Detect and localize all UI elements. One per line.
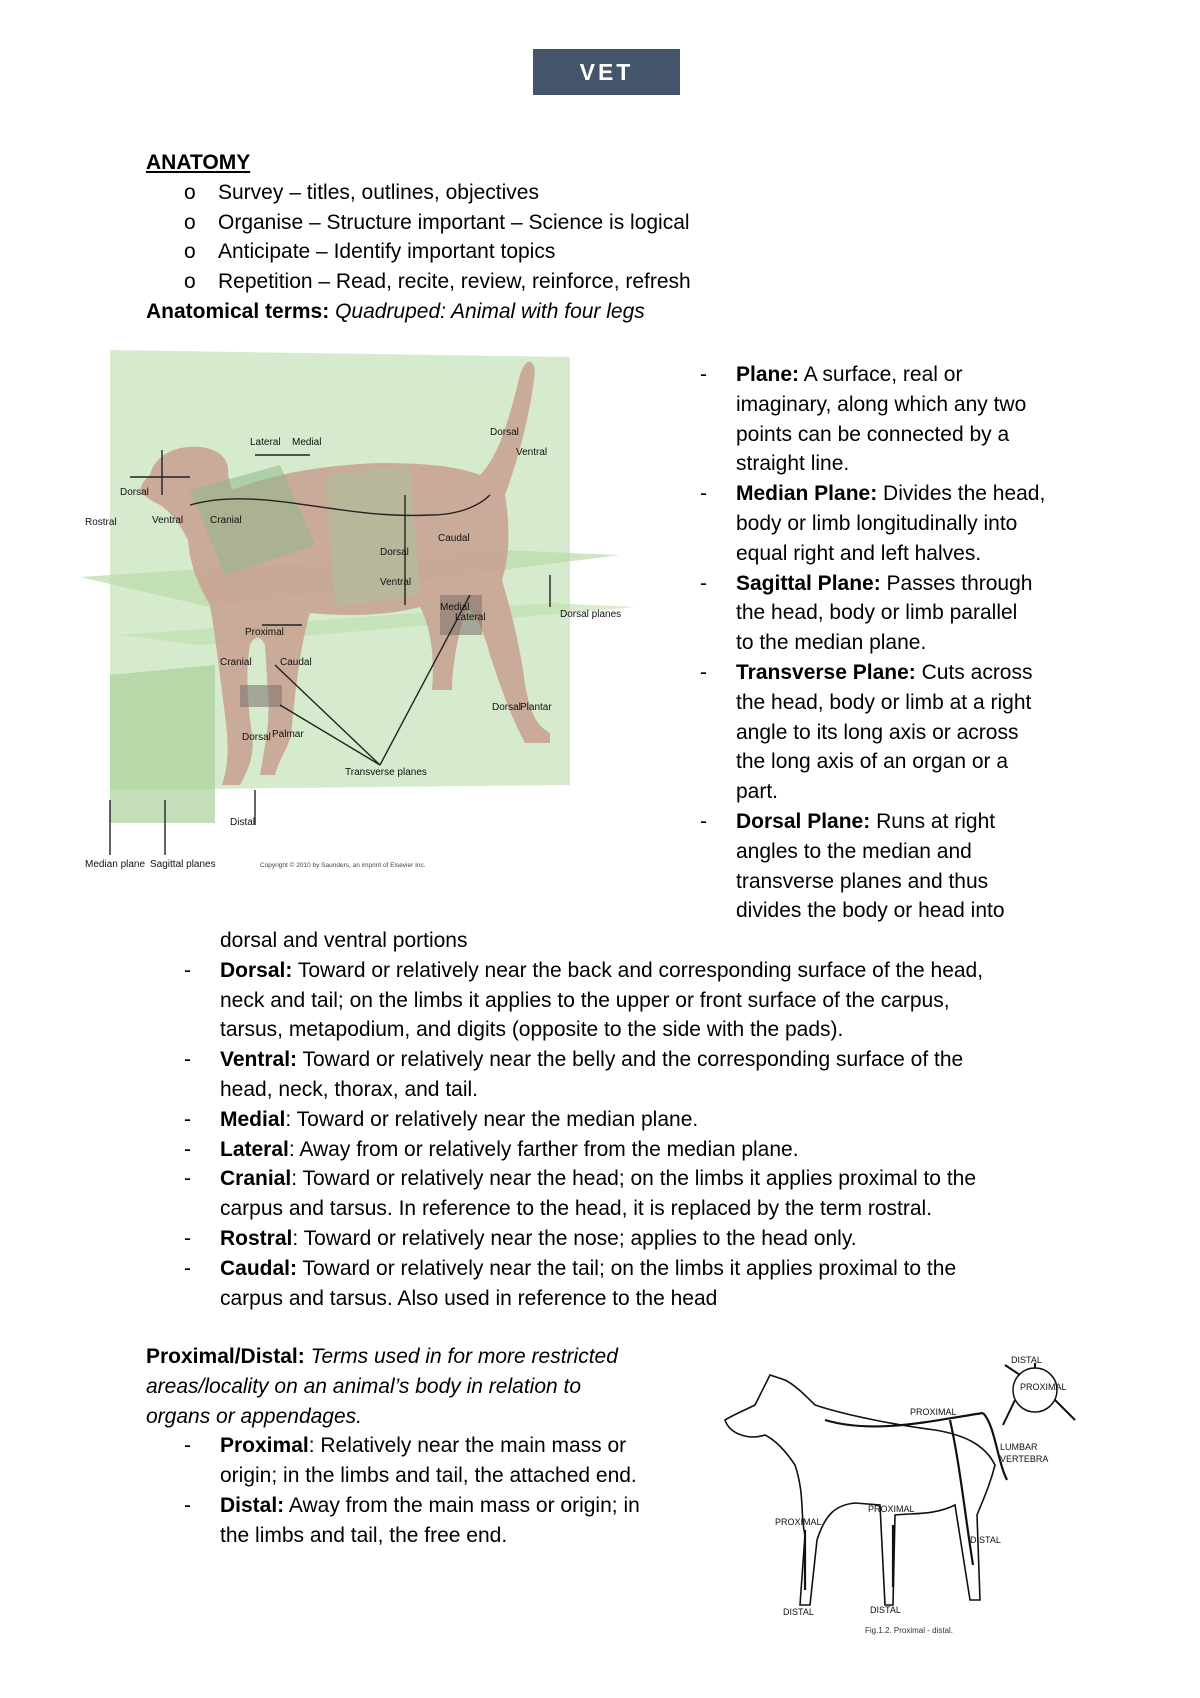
plane-item: - Sagittal Plane: Passes through the head, body or limb parallel to the median plane. — [700, 571, 1033, 655]
median-plane-shape — [110, 665, 215, 823]
term-item: - Cranial: Toward or relatively near the head; on the limbs it applies proximal to the carpus and tarsus. In reference to the head, it is replaced by the term rostral. — [184, 1167, 977, 1221]
label-dorsal-body: Dorsal — [380, 547, 409, 558]
study-step: o Survey – titles, outlines, objectives — [184, 180, 539, 204]
directional-terms — [184, 926, 983, 1313]
label-dorsal-head: Dorsal — [120, 487, 149, 498]
term-item: - Lateral: Away from or relatively farther from the median plane. — [184, 1137, 799, 1161]
dorsal-plane-continuation: dorsal and ventral portions — [220, 929, 468, 952]
label-proximal: Proximal — [245, 627, 284, 638]
fig2-label-distal-top: DISTAL — [1011, 1355, 1042, 1365]
proximal-distal-section: Proximal/Distal: Terms used in for more restricted areas/locality on an animal’s body in relation to organs or appendages. - Proximal: Relatively near the main mass or origin; in the limbs and tail, the attached end. - Distal: Away from the main mass or origin; in the limbs and tail, the free end. — [146, 1342, 640, 1551]
figure2-caption: Fig.1.2. Proximal - distal. — [865, 1626, 954, 1635]
label-medial-limb: Medial — [440, 602, 470, 613]
fig2-label-lumbar: LUMBAR — [1000, 1442, 1038, 1452]
label-sagittal-planes: Sagittal planes — [150, 859, 216, 870]
planes-dog-figure — [80, 345, 640, 875]
fig2-label-proximal-vertebra: PROXIMAL — [1020, 1382, 1067, 1392]
label-transverse-planes: Transverse planes — [345, 767, 427, 778]
fig2-label-proximal-hind: PROXIMAL — [868, 1504, 915, 1514]
plane-item: - Median Plane: Divides the head, body or limb longitudinally into equal right and left halves. — [700, 482, 1046, 565]
fig2-label-proximal-fore: PROXIMAL — [775, 1517, 822, 1527]
label-distal: Distal — [230, 817, 256, 828]
label-dorsal-planes: Dorsal planes — [560, 609, 622, 620]
term-item: - Rostral: Toward or relatively near the nose; applies to the head only. — [184, 1226, 857, 1250]
header-badge-text: VET — [579, 59, 634, 85]
study-step: o Repetition – Read, recite, review, reinforce, refresh — [184, 270, 691, 294]
term-item: - Ventral: Toward or relatively near the belly and the corresponding surface of the head, neck, thorax, and tail. — [184, 1048, 964, 1101]
label-palmar: Palmar — [272, 729, 304, 740]
proximal-distal-figure — [715, 1355, 1135, 1635]
label-medial: Medial — [292, 437, 322, 448]
direction-arrows — [805, 1413, 1007, 1590]
fig2-label-vertebra: VERTEBRA — [1000, 1454, 1049, 1464]
label-caudal-limb: Caudal — [280, 657, 312, 668]
term-item: - Dorsal: Toward or relatively near the back and corresponding surface of the head, neck and tail; on the limbs it applies to the upper or front surface of the carpus, tarsus, metapodium, and digits (opposite to the side with the pads). — [184, 958, 984, 1042]
label-ventral-head: Ventral — [152, 515, 184, 526]
anatomy-heading: ANATOMY — [146, 151, 251, 174]
term-item: - Caudal: Toward or relatively near the tail; on the limbs it applies proximal to the carpus and tarsus. Also used in reference to the head — [184, 1256, 957, 1310]
plane-item: - Transverse Plane: Cuts across the head, body or limb at a right angle to its long axis or across the long axis of an organ or a part. — [700, 660, 1033, 804]
study-step: o Organise – Structure important – Science is logical — [184, 210, 690, 234]
header-badge — [533, 49, 680, 95]
planes-list — [700, 360, 1045, 926]
anatomical-terms-line: Anatomical terms: Quadruped: Animal with four legs — [146, 299, 645, 323]
study-step: o Anticipate – Identify important topics — [184, 240, 556, 264]
label-plantar: Plantar — [520, 702, 552, 713]
plane-item: - Dorsal Plane: Runs at right angles to the median and transverse planes and thus divides the body or head into — [700, 809, 1005, 923]
label-dorsal-limb: Dorsal — [242, 732, 271, 743]
label-dorsal-hind: Dorsal — [492, 702, 521, 713]
label-ventral-body: Ventral — [380, 577, 412, 588]
label-ventral-tail: Ventral — [516, 447, 548, 458]
fig2-label-distal-fore: DISTAL — [783, 1607, 814, 1617]
label-lateral-limb: Lateral — [455, 612, 486, 623]
term-item: - Medial: Toward or relatively near the median plane. — [184, 1107, 699, 1131]
proximal-distal-label: Proximal/Distal: — [146, 1345, 305, 1368]
label-cranial-limb: Cranial — [220, 657, 252, 668]
fig2-label-distal-tail: DISTAL — [970, 1535, 1001, 1545]
label-dorsal-tail: Dorsal — [490, 427, 519, 438]
figure-copyright: Copyright © 2010 by Saunders, an imprint of Elsevier Inc. — [260, 862, 426, 869]
anatomy-section — [146, 148, 691, 327]
fig2-label-proximal-back: PROXIMAL — [910, 1407, 957, 1417]
label-cranial-neck: Cranial — [210, 515, 242, 526]
label-caudal-body: Caudal — [438, 533, 470, 544]
term-item: - Proximal: Relatively near the main mass or origin; in the limbs and tail, the attached end. — [184, 1434, 637, 1488]
forelimb-band — [240, 685, 282, 707]
label-lateral: Lateral — [250, 437, 281, 448]
label-rostral: Rostral — [85, 517, 117, 528]
plane-item: - Plane: A surface, real or imaginary, along which any two points can be connected by a straight line. — [700, 363, 1027, 476]
term-item: - Distal: Away from the main mass or origin; in the limbs and tail, the free end. — [184, 1493, 640, 1547]
fig2-label-distal-hind: DISTAL — [870, 1605, 901, 1615]
label-median-plane: Median plane — [85, 859, 146, 870]
